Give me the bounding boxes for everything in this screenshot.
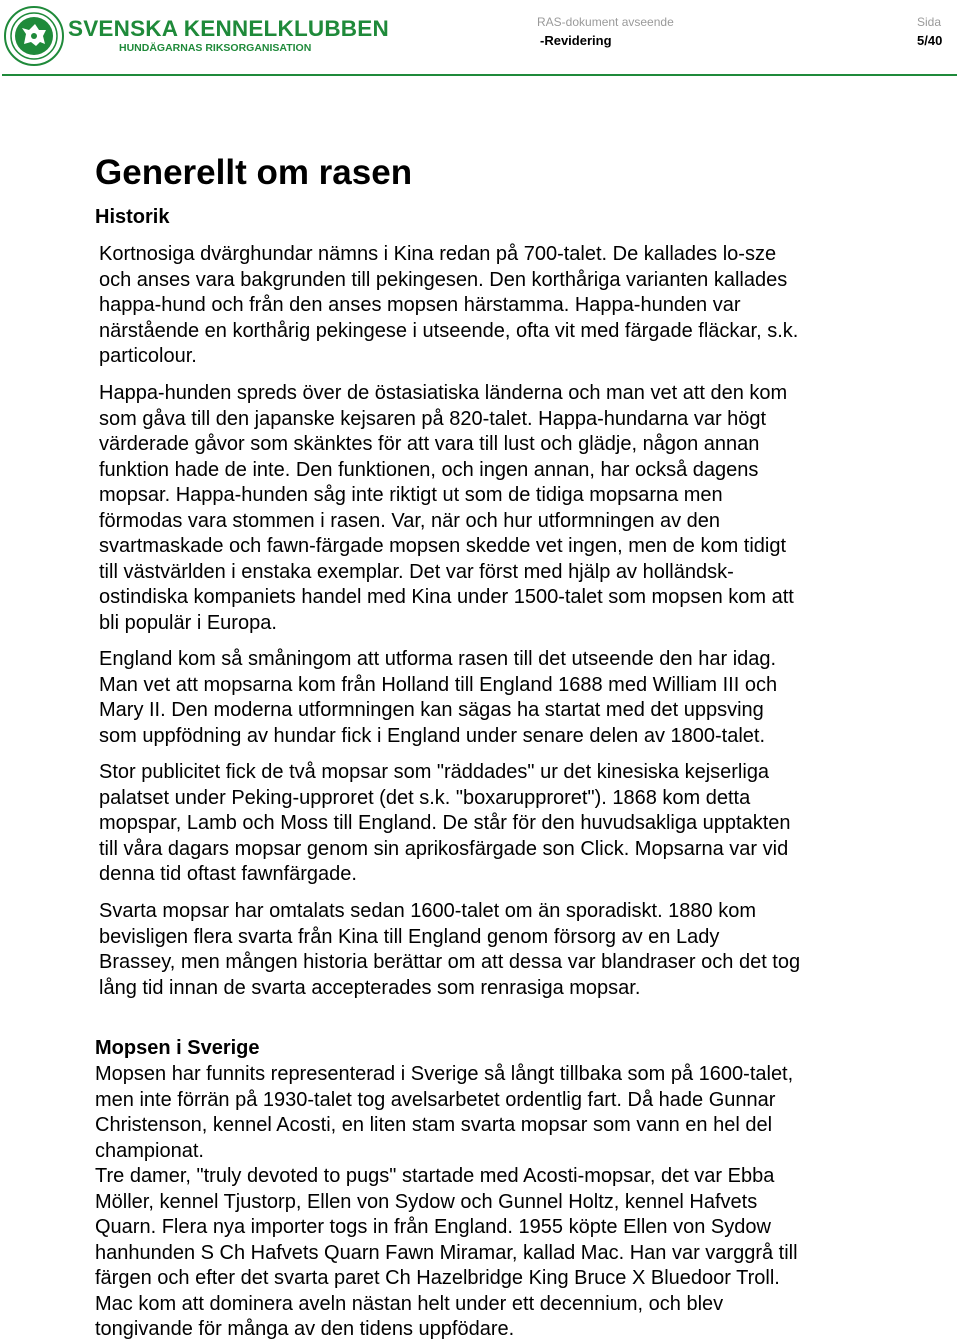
text-line: färgen och efter det svarta paret Ch Hazelbridge King Bruce X Bluedoor Troll. xyxy=(95,1267,780,1289)
text-line: Mac kom att dominera aveln nästan helt under ett decennium, och blev xyxy=(95,1292,724,1315)
text-line: värderade gåvor som skänktes för att vara till lust och glädje, någon annan xyxy=(99,433,760,455)
text-line: mopsar. Happa-hunden såg inte riktigt ut som de tidiga mopsarna men xyxy=(99,484,723,506)
text-line: som gåva till den japanske kejsaren på 820-talet. Happa-hundarna var högt xyxy=(99,407,767,430)
text-line: ostindiska kompaniets handel med Kina under 1500-talet som mopsen kom att xyxy=(99,586,794,608)
text-line: men inte förrän på 1930-talet tog avelsarbetet ordentlig fart. Då hade Gunnar xyxy=(95,1088,776,1111)
document-subtitle: -Revidering xyxy=(540,33,612,48)
historik-paragraph-2 xyxy=(99,381,959,636)
text-line: Möller, kennel Tjustorp, Ellen von Sydow och Gunnel Holtz, kennel Hafvets xyxy=(95,1190,758,1213)
text-line: particolour. xyxy=(99,345,197,367)
text-line: och anses vara bakgrunden till pekingesen. Den korthåriga varianten kallades xyxy=(99,268,788,291)
kennel-club-seal-icon xyxy=(4,6,64,66)
text-line: Brassey, men mången historia berättar om att dessa var blandraser och det tog xyxy=(99,951,801,973)
historik-paragraph-1 xyxy=(99,242,959,370)
historik-paragraph-4 xyxy=(99,760,959,888)
text-line: Quarn. Flera nya importer togs in från England. 1955 köpte Ellen von Sydow xyxy=(95,1216,771,1238)
text-line: funktion hade de inte. Den funktionen, och ingen annan, har också dagens xyxy=(99,458,759,481)
page-number: 5/40 xyxy=(917,33,943,48)
header-divider xyxy=(2,74,957,76)
text-line: hanhunden S Ch Hafvets Quarn Fawn Miramar, kallad Mac. Han var varggrå till xyxy=(95,1241,798,1264)
text-line: happa-hund och från den anses mopsen härstamma. Happa-hunden var xyxy=(99,294,741,316)
text-line: till våra dagars mopsar genom sin aprikosfärgade son Click. Mopsarna var vid xyxy=(99,837,789,860)
historik-paragraph-5 xyxy=(99,899,959,1001)
text-line: Svarta mopsar har omtalats sedan 1600-talet om än sporadiskt. 1880 kom xyxy=(99,900,757,922)
section-heading-historik: Historik xyxy=(95,206,170,228)
text-line: lång tid innan de svarta accepterades som renrasiga mopsar. xyxy=(99,976,641,999)
text-line: Man vet att mopsarna kom från Holland till England 1688 med William III och xyxy=(99,673,778,696)
page-title: Generellt om rasen xyxy=(95,153,413,192)
text-line: Mopsen har funnits representerad i Sverige så långt tillbaka som på 1600-talet, xyxy=(95,1063,794,1085)
text-line: palatset under Peking-upproret (det s.k. "boxarupproret"). 1868 kom detta xyxy=(99,786,751,809)
text-line: till västvärlden i enstaka exemplar. Det var först med hjälp av holländsk- xyxy=(99,560,734,583)
page-label: Sida xyxy=(917,15,942,29)
text-line: svartmaskade och fawn-färgade mopsen skedde vet ingen, men de kom tidigt xyxy=(99,535,787,557)
text-line: förmodas vara stommen i rasen. Var, när och hur utformningen av den xyxy=(99,509,721,532)
text-line: som uppfödning av hundar fick i England under senare delen av 1800-talet. xyxy=(99,724,766,747)
text-line: närstående en korthårig pekingese i utseende, ofta vit med färgade fläckar, s.k. xyxy=(99,319,799,342)
historik-paragraph-3 xyxy=(99,647,959,749)
text-line: denna tid oftast fawnfärgade. xyxy=(99,863,357,885)
text-line: Stor publicitet fick de två mopsar som "räddades" ur det kinesiska kejserliga xyxy=(99,761,770,783)
section-heading-mopsen-i-sverige: Mopsen i Sverige xyxy=(95,1037,260,1059)
text-line: Tre damer, "truly devoted to pugs" startade med Acosti-mopsar, det var Ebba xyxy=(95,1165,775,1187)
sverige-paragraph-1 xyxy=(95,1062,955,1164)
org-subtitle: HUNDÄGARNAS RIKSORGANISATION xyxy=(119,42,312,54)
org-name: SVENSKA KENNELKLUBBEN xyxy=(68,16,389,41)
sverige-paragraph-2 xyxy=(95,1164,955,1343)
text-line: championat. xyxy=(95,1139,204,1162)
text-line: tongivande för många av den tidens uppfödare. xyxy=(95,1318,515,1340)
document-type: RAS-dokument avseende xyxy=(537,15,674,29)
text-line: England kom så småningom att utforma rasen till det utseende den har idag. xyxy=(99,648,777,670)
text-line: Happa-hunden spreds över de östasiatiska länderna och man vet att den kom xyxy=(99,382,788,404)
text-line: Mary II. Den moderna utformningen kan sägas ha startat med det uppsving xyxy=(99,699,764,721)
text-line: bevisligen flera svarta från Kina till England genom försorg av en Lady xyxy=(99,925,720,948)
text-line: bli populär i Europa. xyxy=(99,611,277,634)
text-line: Kortnosiga dvärghundar nämns i Kina redan på 700-talet. De kallades lo-sze xyxy=(99,243,777,265)
text-line: Christenson, kennel Acosti, en liten stam svarta mopsar som vann en hel del xyxy=(95,1114,773,1136)
page-header xyxy=(0,0,960,76)
text-line: mopspar, Lamb och Moss till England. De står för den huvudsakliga upptakten xyxy=(99,812,791,834)
